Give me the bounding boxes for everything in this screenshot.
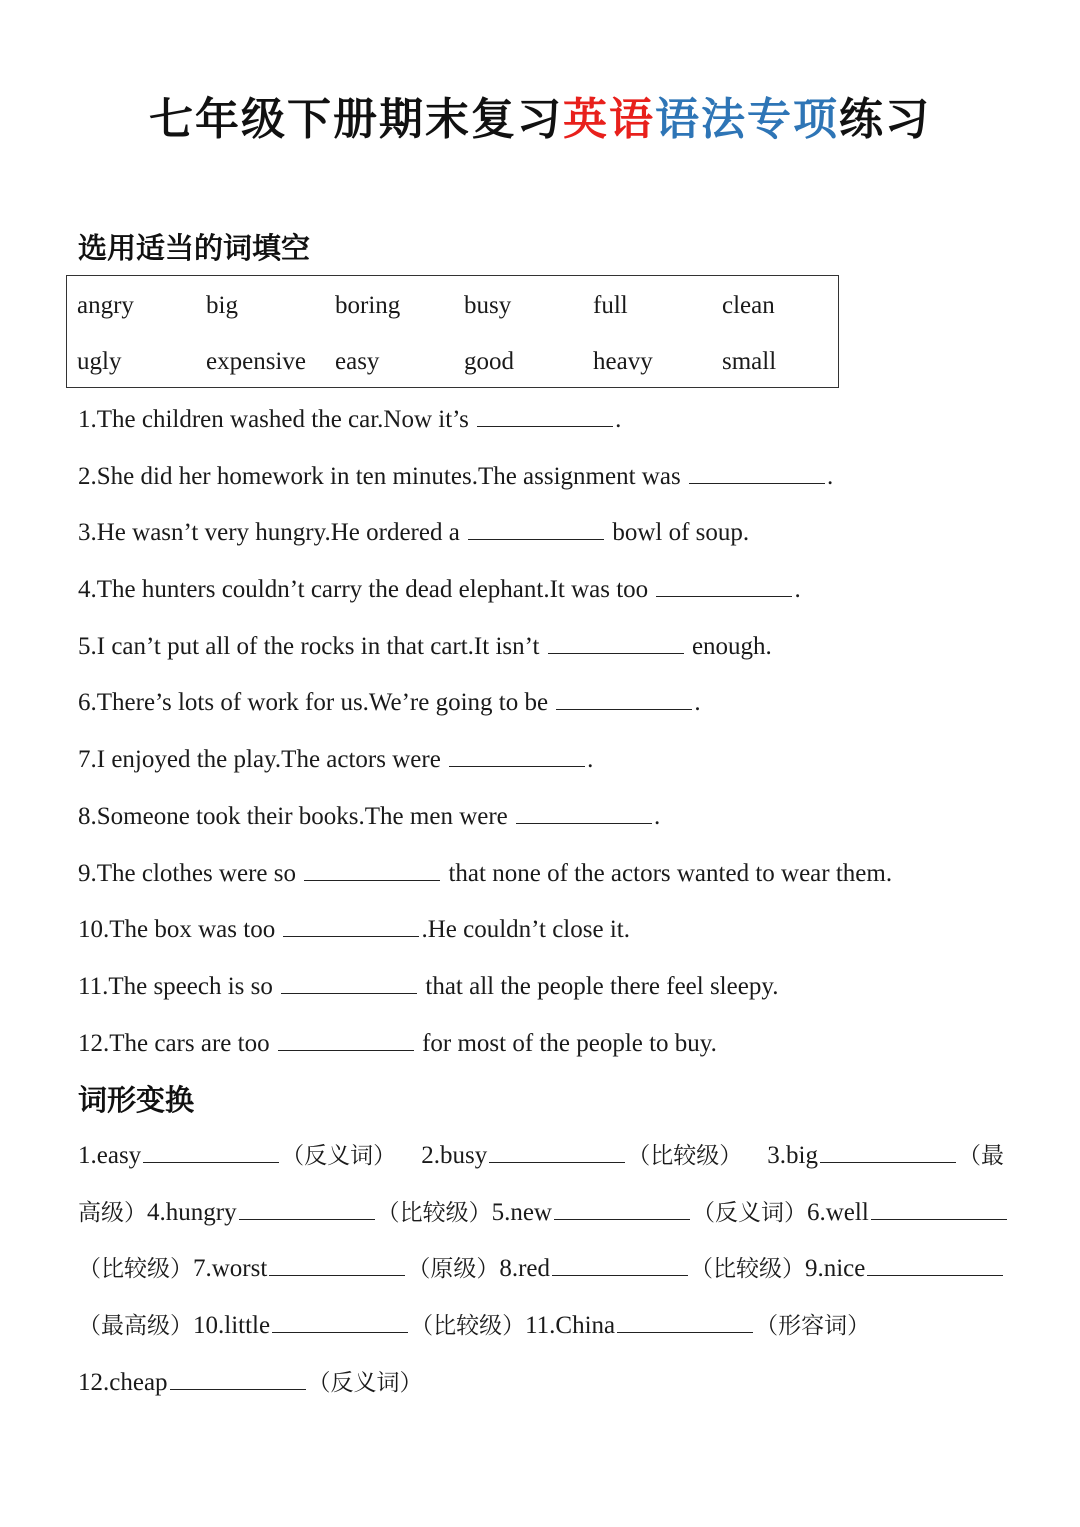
word-form-item xyxy=(525,1306,870,1363)
question-text-after: . xyxy=(826,462,834,490)
word-form-hint: （比较级） xyxy=(78,1256,193,1283)
question-text: 1.The children washed the car.Now it’s xyxy=(78,406,476,433)
word-bank-item: heavy xyxy=(593,348,653,375)
question-text-after: for most of the people to buy. xyxy=(415,1029,717,1057)
question-item xyxy=(78,627,1038,684)
word-bank xyxy=(66,275,839,388)
answer-blank[interactable] xyxy=(552,1249,688,1276)
word-bank-item: small xyxy=(722,348,777,375)
word-form-item xyxy=(78,1249,499,1306)
question-item xyxy=(78,400,1038,457)
word-bank-item: ugly xyxy=(77,348,122,375)
word-form-hint: （反义词） xyxy=(281,1143,397,1169)
answer-blank[interactable] xyxy=(283,910,419,937)
word-bank-item: clean xyxy=(722,292,775,319)
answer-blank[interactable] xyxy=(656,570,792,597)
word-form-hint: 高级） xyxy=(78,1199,147,1226)
question-text: 12.The cars are too xyxy=(78,1029,276,1057)
word-form-item xyxy=(805,1249,1005,1306)
question-item xyxy=(78,967,1038,1024)
answer-blank[interactable] xyxy=(170,1363,306,1390)
word-bank-item: easy xyxy=(335,348,380,375)
answer-blank[interactable] xyxy=(272,1306,408,1333)
answer-blank[interactable] xyxy=(689,457,825,484)
word-form-prompt: 9.nice xyxy=(804,1255,866,1283)
word-form-line xyxy=(78,1306,1004,1363)
question-text: 6.There’s lots of work for us.We’re going to be xyxy=(78,689,555,717)
question-text-after: bowl of soup. xyxy=(606,519,750,547)
word-form-hint: （比较级） xyxy=(627,1143,743,1169)
answer-blank[interactable] xyxy=(516,797,652,824)
question-item xyxy=(78,570,1038,627)
section-heading-word-forms: 词形变换 xyxy=(78,1083,195,1117)
word-form-line xyxy=(78,1136,1004,1193)
word-form-hint: （形容词） xyxy=(755,1313,871,1340)
answer-blank[interactable] xyxy=(489,1136,625,1163)
question-text: 8.Someone took their books.The men were xyxy=(78,802,515,830)
answer-blank[interactable] xyxy=(304,854,440,881)
answer-blank[interactable] xyxy=(617,1306,753,1333)
question-text-after: . xyxy=(587,746,594,774)
question-text: 9.The clothes were so xyxy=(78,859,303,887)
question-item xyxy=(78,910,1038,967)
answer-blank[interactable] xyxy=(143,1136,279,1163)
title-part-practice: 练习 xyxy=(839,94,931,145)
answer-blank[interactable] xyxy=(871,1193,1007,1220)
word-form-line xyxy=(78,1249,1004,1306)
word-form-hint: （最高级） xyxy=(78,1313,193,1340)
page-title xyxy=(0,90,1080,150)
word-form-prompt: 3.big xyxy=(767,1142,818,1169)
answer-blank[interactable] xyxy=(449,740,585,767)
answer-blank[interactable] xyxy=(239,1193,375,1220)
word-bank-item: big xyxy=(206,292,238,319)
word-form-prompt: 2.busy xyxy=(421,1142,488,1169)
question-text: 11.The speech is so xyxy=(78,972,280,1000)
answer-blank[interactable] xyxy=(281,967,417,994)
word-form-prompt: 1.easy xyxy=(78,1142,142,1169)
word-form-hint: （原级） xyxy=(407,1256,500,1283)
question-text-after: . xyxy=(794,576,801,604)
word-form-prompt: 6.well xyxy=(806,1198,869,1226)
word-form-exercise xyxy=(78,1136,1004,1419)
word-form-item xyxy=(807,1193,1009,1250)
word-form-item xyxy=(499,1249,805,1306)
word-form-item xyxy=(78,1136,396,1193)
word-bank-item: expensive xyxy=(206,348,306,375)
question-item xyxy=(78,797,1038,854)
answer-blank[interactable] xyxy=(468,513,604,540)
answer-blank[interactable] xyxy=(556,683,692,710)
title-part-grammar: 语法专项 xyxy=(655,94,839,145)
question-item xyxy=(78,854,1038,911)
question-text: 2.She did her homework in ten minutes.The assignment was xyxy=(78,462,687,490)
word-form-prompt: 7.worst xyxy=(193,1255,268,1283)
answer-blank[interactable] xyxy=(477,400,613,427)
word-bank-item: boring xyxy=(335,292,401,319)
title-part-grade: 七年级下册期末复习 xyxy=(149,94,563,145)
word-form-item xyxy=(78,1193,492,1250)
question-item xyxy=(78,1024,1038,1081)
word-bank-item: good xyxy=(464,348,514,375)
word-form-prompt: 10.little xyxy=(193,1312,271,1340)
word-form-hint: （反义词） xyxy=(307,1369,423,1396)
question-text-after: . xyxy=(694,689,701,717)
word-form-prompt: 8.red xyxy=(499,1255,550,1283)
question-text-after: that all the people there feel sleepy. xyxy=(419,972,779,1000)
answer-blank[interactable] xyxy=(820,1136,956,1163)
word-bank-item: full xyxy=(593,292,628,319)
question-text: 4.The hunters couldn’t carry the dead elephant.It was too xyxy=(78,576,655,604)
question-item xyxy=(78,513,1038,570)
question-text-after: enough. xyxy=(685,632,772,660)
question-text: 10.The box was too xyxy=(78,916,282,944)
answer-blank[interactable] xyxy=(269,1249,405,1276)
word-form-item xyxy=(78,1306,525,1363)
word-form-item xyxy=(492,1193,807,1250)
word-form-prompt: 5.new xyxy=(491,1198,552,1226)
question-text: 5.I can’t put all of the rocks in that cart.It isn’t xyxy=(78,632,546,660)
word-form-line xyxy=(78,1363,1004,1420)
answer-blank[interactable] xyxy=(554,1193,690,1220)
fill-blank-question-list xyxy=(78,400,1038,1080)
word-form-hint: （比较级） xyxy=(689,1256,805,1283)
word-bank-item: busy xyxy=(464,292,512,319)
question-text-after: . xyxy=(615,406,622,433)
word-form-line xyxy=(78,1193,1004,1250)
question-text: 3.He wasn’t very hungry.He ordered a xyxy=(78,519,467,547)
question-text-after: . xyxy=(654,802,661,830)
answer-blank[interactable] xyxy=(278,1024,414,1051)
question-text-after: .He couldn’t close it. xyxy=(421,916,630,944)
word-form-prompt: 12.cheap xyxy=(78,1368,168,1396)
word-form-hint: （反义词） xyxy=(691,1199,807,1226)
word-form-item xyxy=(767,1136,1004,1193)
question-text: 7.I enjoyed the play.The actors were xyxy=(78,746,448,774)
word-form-hint: （比较级） xyxy=(376,1199,492,1226)
question-item xyxy=(78,740,1038,797)
word-form-prompt: 11.China xyxy=(525,1312,616,1340)
question-text-after: that none of the actors wanted to wear them. xyxy=(442,859,893,887)
answer-blank[interactable] xyxy=(548,627,684,654)
word-form-prompt: 4.hungry xyxy=(147,1198,237,1226)
question-item xyxy=(78,457,1038,514)
word-form-hint: （比较级） xyxy=(410,1313,526,1340)
word-form-hint: （最 xyxy=(957,1143,1004,1169)
section-heading-fill-blanks: 选用适当的词填空 xyxy=(78,231,311,265)
answer-blank[interactable] xyxy=(867,1249,1003,1276)
word-form-item xyxy=(421,1136,742,1193)
word-bank-item: angry xyxy=(77,292,134,319)
title-part-english: 英语 xyxy=(563,94,655,145)
question-item xyxy=(78,683,1038,740)
word-form-item xyxy=(78,1363,423,1420)
